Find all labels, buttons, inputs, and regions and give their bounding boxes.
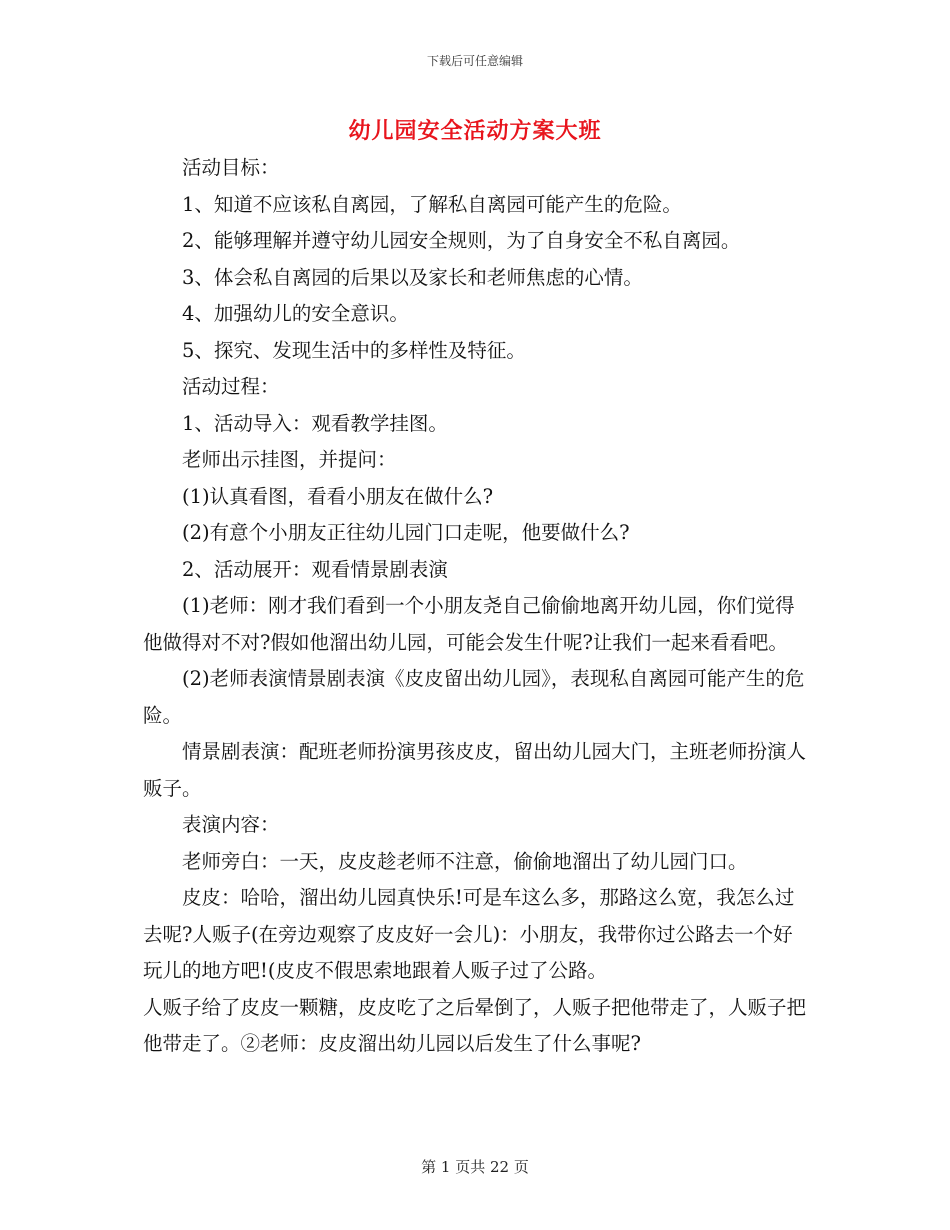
paragraph: 4、加强幼儿的安全意识。 [182, 302, 409, 325]
paragraph: 皮皮：哈哈，溜出幼儿园真快乐!可是车这么多，那路这么宽，我怎么过去呢?人贩子(在旁边观察了皮皮好一会儿)：小朋友，我带你过公路去一个好玩儿的地方吧!(皮皮不假思索地跟着人贩子过了公路。 [143, 886, 795, 982]
paragraph: 5、探究、发现生活中的多样性及特征。 [182, 338, 526, 362]
paragraph: 1、知道不应该私自离园，了解私自离园可能产生的危险。 [182, 192, 682, 216]
paragraph: 老师出示挂图，并提问： [182, 448, 397, 471]
paragraph: (2)老师表演情景剧表演《皮皮留出幼儿园》，表现私自离园可能产生的危险。 [143, 667, 805, 727]
paragraph: 3、体会私自离园的后果以及家长和老师焦虑的心情。 [182, 265, 643, 289]
page-title: 幼儿园安全活动方案大班 [348, 118, 602, 144]
paragraph: (2)有意个小朋友正往幼儿园门口走呢，他要做什么? [182, 521, 630, 544]
paragraph: 2、活动展开：观看情景剧表演 [182, 557, 448, 581]
paragraph: (1)老师：刚才我们看到一个小朋友尧自己偷偷地离开幼儿园，你们觉得他做得对不对?假如他溜出幼儿园，可能会发生什呢?让我们一起来看看吧。 [143, 594, 795, 654]
paragraph: 人贩子给了皮皮一颗糖，皮皮吃了之后晕倒了，人贩子把他带走了，人贩子把他带走了。②老师：皮皮溜出幼儿园以后发生了什么事呢? [143, 995, 807, 1055]
document-body [143, 150, 808, 1063]
page-footer: 第 1 页共 22 页 [421, 1158, 529, 1176]
paragraph: 表演内容： [182, 813, 280, 836]
paragraph: 情景剧表演：配班老师扮演男孩皮皮，留出幼儿园大门，主班老师扮演人贩子。 [143, 740, 807, 800]
paragraph: 1、活动导入：观看教学挂图。 [182, 411, 448, 435]
paragraph: 活动目标： [182, 156, 280, 179]
paragraph: 老师旁白：一天，皮皮趁老师不注意，偷偷地溜出了幼儿园门口。 [182, 849, 748, 873]
paragraph: 2、能够理解并遵守幼儿园安全规则，为了自身安全不私自离园。 [182, 229, 741, 252]
page-header-note: 下载后可任意编辑 [426, 54, 523, 68]
paragraph: 活动过程： [182, 375, 280, 398]
paragraph: (1)认真看图，看看小朋友在做什么? [182, 484, 494, 508]
